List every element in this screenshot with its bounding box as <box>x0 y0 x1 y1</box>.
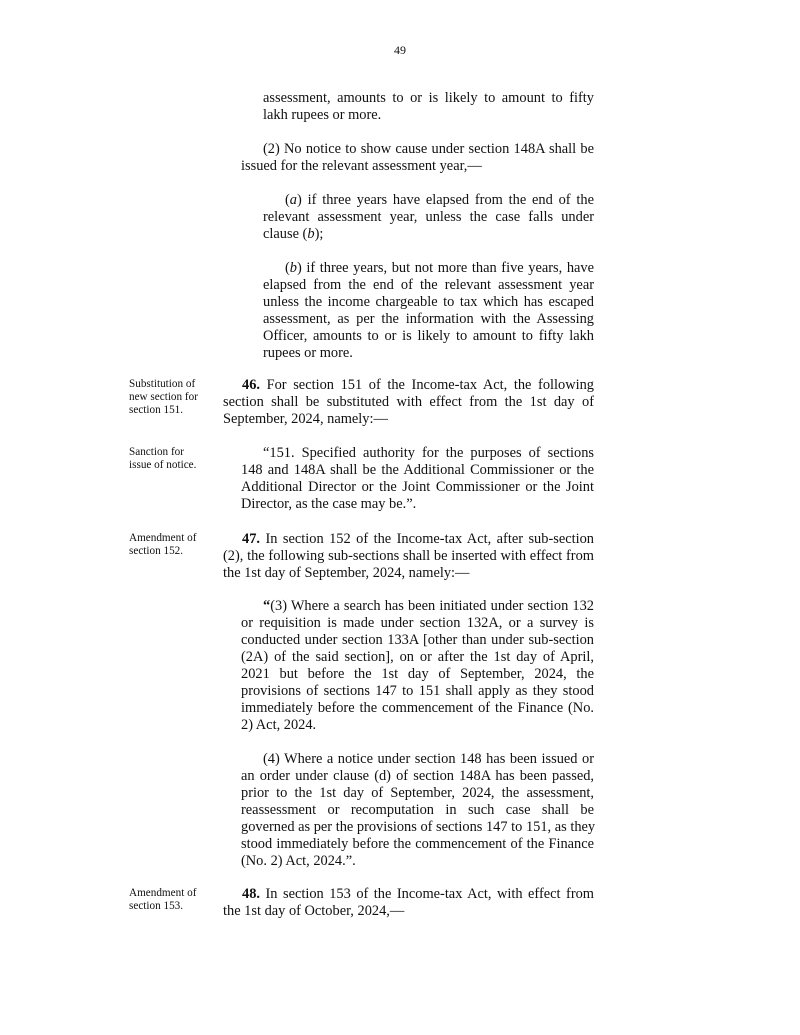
note-line: Sanction for <box>129 446 184 458</box>
paragraph-section-46 <box>223 377 594 428</box>
text-line: Additional Director or the Joint Commissioner or the Joint <box>241 479 594 495</box>
text-line: stood immediately before the commencement of the Finance <box>241 836 594 852</box>
text-line: 2) Act, 2024. <box>241 717 317 733</box>
text-line: (4) Where a notice under section 148 has been issued or <box>263 751 594 767</box>
section-number: 48. <box>242 886 260 902</box>
text-line: unless the income chargeable to tax which has escaped <box>263 294 594 310</box>
paragraph-subsection-4 <box>241 751 594 870</box>
text-line: the 1st day of October, 2024,— <box>223 903 405 919</box>
margin-note-section-152 <box>129 532 219 558</box>
open-quote: “ <box>263 598 271 614</box>
paragraph-continuation <box>263 90 594 124</box>
text-line: “151. Specified authority for the purposes of sections <box>263 445 594 461</box>
note-line: Amendment of <box>129 887 197 899</box>
text-line: September, 2024, namely:— <box>223 411 388 427</box>
text-line: assessment, as per the information with the Assessing <box>263 311 594 327</box>
note-line: section 152. <box>129 545 184 557</box>
paragraph-clause-b <box>263 260 594 362</box>
text-line: (2) No notice to show cause under section 148A shall be <box>263 141 594 157</box>
text-line: an order under clause (d) of section 148A has been passed, <box>241 768 594 784</box>
note-line: Amendment of <box>129 532 197 544</box>
text-line: the 1st day of September, 2024, namely:— <box>223 565 470 581</box>
text-line: relevant assessment year, unless the case falls under <box>263 209 594 225</box>
text-line: (2A) of the said section], on or after the 1st day of April, <box>241 649 594 665</box>
margin-note-sanction <box>129 446 219 472</box>
text-fragment: ) if three years, but not more than five years, have <box>297 260 594 276</box>
text-line: (b) if three years, but not more than five years, have <box>285 260 594 276</box>
paragraph-subsection-2 <box>241 141 594 175</box>
text-line: section shall be substituted with effect from the 1st day of <box>223 394 594 410</box>
text-fragment: In section 153 of the Income-tax Act, with effect from <box>260 886 594 902</box>
text-line: Director, as the case may be.”. <box>241 496 417 512</box>
clause-label: a <box>289 192 297 208</box>
text-line <box>223 531 594 548</box>
text-line: elapsed from the end of the relevant assessment year <box>263 277 594 293</box>
section-number: 46. <box>242 377 260 393</box>
paragraph-clause-a <box>263 192 594 243</box>
text-line: rupees or more. <box>263 345 353 361</box>
text-fragment: (3) Where a search has been initiated under section 132 <box>270 598 594 614</box>
text-line: Officer, amounts to or is likely to amount to fifty lakh <box>263 328 594 344</box>
text-line: lakh rupees or more. <box>263 107 382 123</box>
text-line <box>241 598 594 615</box>
clause-label: b <box>289 260 297 276</box>
margin-note-section-151 <box>129 378 219 417</box>
text-line: (2), the following sub-sections shall be inserted with effect from <box>223 548 594 564</box>
text-line <box>223 377 594 394</box>
text-fragment: For section 151 of the Income-tax Act, the following <box>260 377 594 393</box>
margin-note-section-153 <box>129 887 219 913</box>
text-fragment: ); <box>314 226 324 242</box>
text-line: 148 and 148A shall be the Additional Commissioner or the <box>241 462 594 478</box>
text-fragment: ) if three years have elapsed from the end of the <box>297 192 594 208</box>
paragraph-section-48 <box>223 886 594 920</box>
section-number: 47. <box>242 531 260 547</box>
note-line: new section for <box>129 391 198 403</box>
text-fragment: In section 152 of the Income-tax Act, after sub-section <box>260 531 594 547</box>
text-line: conducted under section 133A [other than under sub-section <box>241 632 594 648</box>
text-line: or requisition is made under section 132A, or a survey is <box>241 615 594 631</box>
clause-ref: b <box>307 226 315 242</box>
note-line: Substitution of <box>129 378 196 390</box>
page-number: 49 <box>394 43 406 57</box>
text-line: provisions of sections 147 to 151 shall apply as they stood <box>241 683 594 699</box>
paragraph-section-151-text <box>241 445 594 513</box>
text-line: issued for the relevant assessment year,— <box>241 158 482 174</box>
text-line: (No. 2) Act, 2024.”. <box>241 853 356 869</box>
paragraph-section-47 <box>223 531 594 582</box>
text-line <box>223 886 594 903</box>
note-line: section 153. <box>129 900 184 912</box>
text-line <box>263 226 594 243</box>
text-line: 2021 but before the 1st day of September, 2024, the <box>241 666 594 682</box>
text-line: (a) if three years have elapsed from the end of the <box>285 192 594 208</box>
note-line: issue of notice. <box>129 459 197 471</box>
text-fragment: clause ( <box>263 226 308 242</box>
text-line: governed as per the provisions of sections 147 to 151, as they <box>241 819 596 835</box>
text-line: prior to the 1st day of September, 2024, the assessment, <box>241 785 594 801</box>
text-line: reassessment or recomputation in such case shall be <box>241 802 594 818</box>
text-line: immediately before the commencement of the Finance (No. <box>241 700 594 716</box>
note-line: section 151. <box>129 404 184 416</box>
paragraph-subsection-3 <box>241 598 594 734</box>
text-line: assessment, amounts to or is likely to amount to fifty <box>263 90 594 106</box>
